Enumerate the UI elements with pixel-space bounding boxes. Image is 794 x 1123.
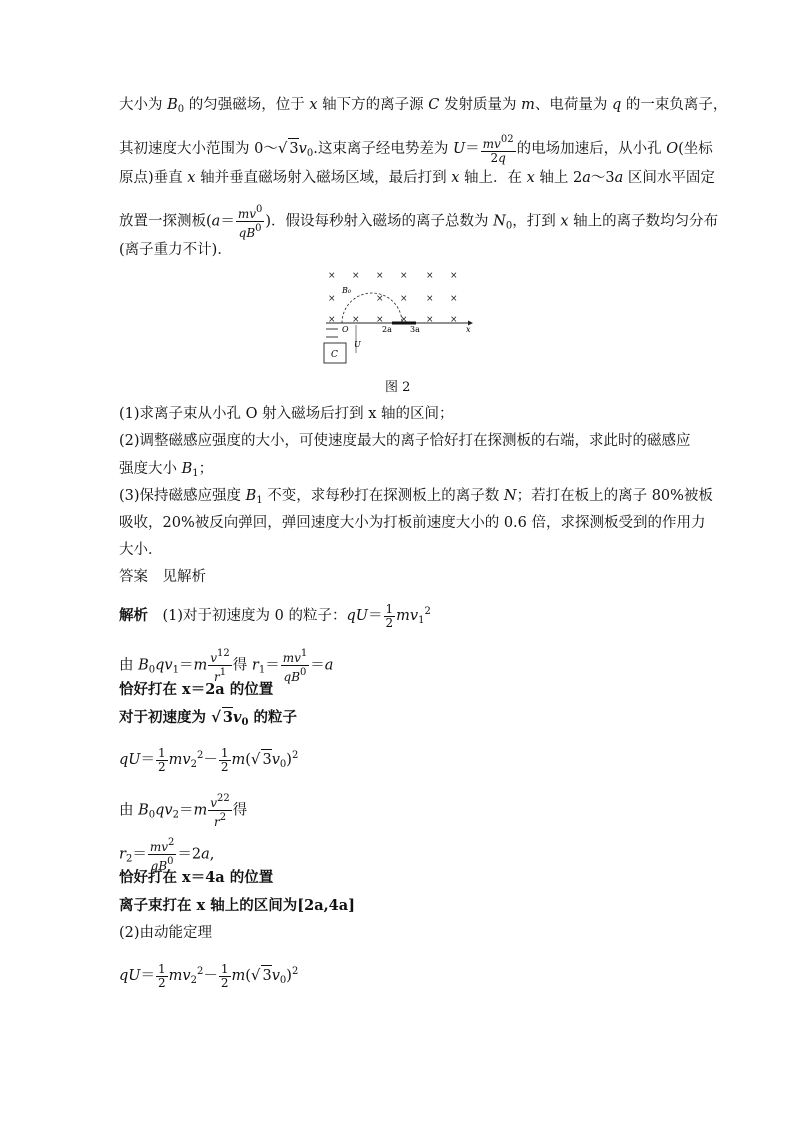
label-U: U: [354, 340, 361, 349]
label-B0: B₀: [342, 286, 352, 295]
field-cross: ×: [426, 271, 434, 281]
label-x: x: [466, 325, 471, 334]
field-cross: ×: [400, 271, 408, 281]
field-cross: ×: [352, 315, 360, 325]
fraction-mv02-2q: $\frac{mv^{02}}{2q}$: [482, 134, 514, 165]
problem-line-5: (离子重力不计)．: [119, 242, 232, 258]
problem-line-2: 其初速度大小范围为 0～√ $3v_0$.这束离子经电势差为 U＝ $\frac{mv^{02}}{2q}$ 的电场加速后，从小孔 O(坐标: [119, 134, 713, 165]
question-3-line-3: 大小．: [119, 542, 163, 558]
field-cross: ×: [328, 271, 336, 281]
field-cross: ×: [450, 271, 458, 281]
question-1: (1)求离子束从小孔 O 射入磁场后打到 x 轴的区间；: [119, 406, 454, 422]
field-cross: ×: [376, 315, 384, 325]
field-cross: ×: [352, 271, 360, 281]
solution-line-9: 离子束打在 x 轴上的区间为[2a,4a]: [119, 897, 355, 914]
problem-line-3: 原点)垂直 x 轴并垂直磁场射入磁场区域，最后打到 x 轴上．在 x 轴上 2a～3a 区间水平固定: [119, 170, 715, 186]
solution-line-2: 由 $B_0qv_1=m$ $\frac{v^{12}}{r^1}$ 得 $r_1=$ $\frac{mv^1}{qB^0}$ ＝a: [119, 648, 334, 684]
field-cross: ×: [376, 271, 384, 281]
problem-line-1: 大小为 $B_0$ 的匀强磁场，位于 x 轴下方的离子源 C 发射质量为 m、电荷量为 q 的一束负离子，: [119, 97, 728, 115]
field-cross: ×: [376, 294, 384, 304]
solution-line-3: 恰好打在 x＝2a 的位置: [119, 681, 274, 698]
solution-line-5: qU＝ $\frac{1}{2}$ $mv_2^2-$ $\frac{1}{2}$ m(√ $3v_0)^2$: [119, 745, 299, 774]
solution-line-7: $r_2=$ $\frac{mv^2}{qB^0}$ ＝2a,: [119, 837, 215, 873]
field-cross: ×: [426, 315, 434, 325]
solution-line-1: 解析 (1)对于初速度为 0 的粒子：qU＝ $\frac{1}{2}$ $mv_1^2$: [119, 601, 431, 630]
solution-line-11: qU＝ $\frac{1}{2}$ $mv_2^2-$ $\frac{1}{2}$ m(√ $3v_0)^2$: [119, 961, 299, 990]
label-O: O: [342, 325, 349, 334]
field-cross: ×: [328, 294, 336, 304]
field-cross: ×: [450, 315, 458, 325]
problem-line-4: 放置一探测板(a＝ $\frac{mv^0}{qB^0}$ )．假设每秒射入磁场的离子总数为 $N_0$，打到 x 轴上的离子数均匀分布: [119, 204, 719, 240]
figure-caption: 图 2: [385, 380, 411, 395]
solution-line-6: 由 $B_0qv_2=m$ $\frac{v^{22}}{r^2}$ 得: [119, 793, 248, 829]
field-cross: ×: [400, 315, 408, 325]
solution-line-10: (2)由动能定理: [119, 925, 213, 941]
label-2a: 2a: [382, 325, 392, 334]
field-cross: ×: [450, 294, 458, 304]
field-cross: ×: [426, 294, 434, 304]
solution-line-4: 对于初速度为 √ $3v_0$ 的粒子: [119, 708, 297, 728]
question-2-line-2: 强度大小 $B_1$；: [119, 461, 214, 479]
field-cross: ×: [400, 294, 408, 304]
ion-trajectory: [342, 293, 402, 323]
question-3-line-1: (3)保持磁感应强度 $B_1$ 不变，求每秒打在探测板上的离子数 N；若打在板上的离子 80%被板: [119, 488, 713, 506]
answer-heading: 答案 见解析: [119, 569, 206, 585]
fraction-mv0-qB0: $\frac{mv^0}{qB^0}$: [237, 204, 263, 240]
label-3a: 3a: [410, 325, 420, 334]
question-3-line-2: 吸收，20%被反向弹回，弹回速度大小为打板前速度大小的 0.6 倍，求探测板受到的作用力: [119, 515, 706, 531]
magnetic-field-figure: [320, 265, 480, 375]
solution-line-8: 恰好打在 x＝4a 的位置: [119, 869, 274, 886]
label-C: C: [331, 350, 338, 360]
field-cross: ×: [328, 315, 336, 325]
question-2-line-1: (2)调整磁感应强度的大小，可使速度最大的离子恰好打在探测板的右端，求此时的磁感应: [119, 433, 691, 449]
